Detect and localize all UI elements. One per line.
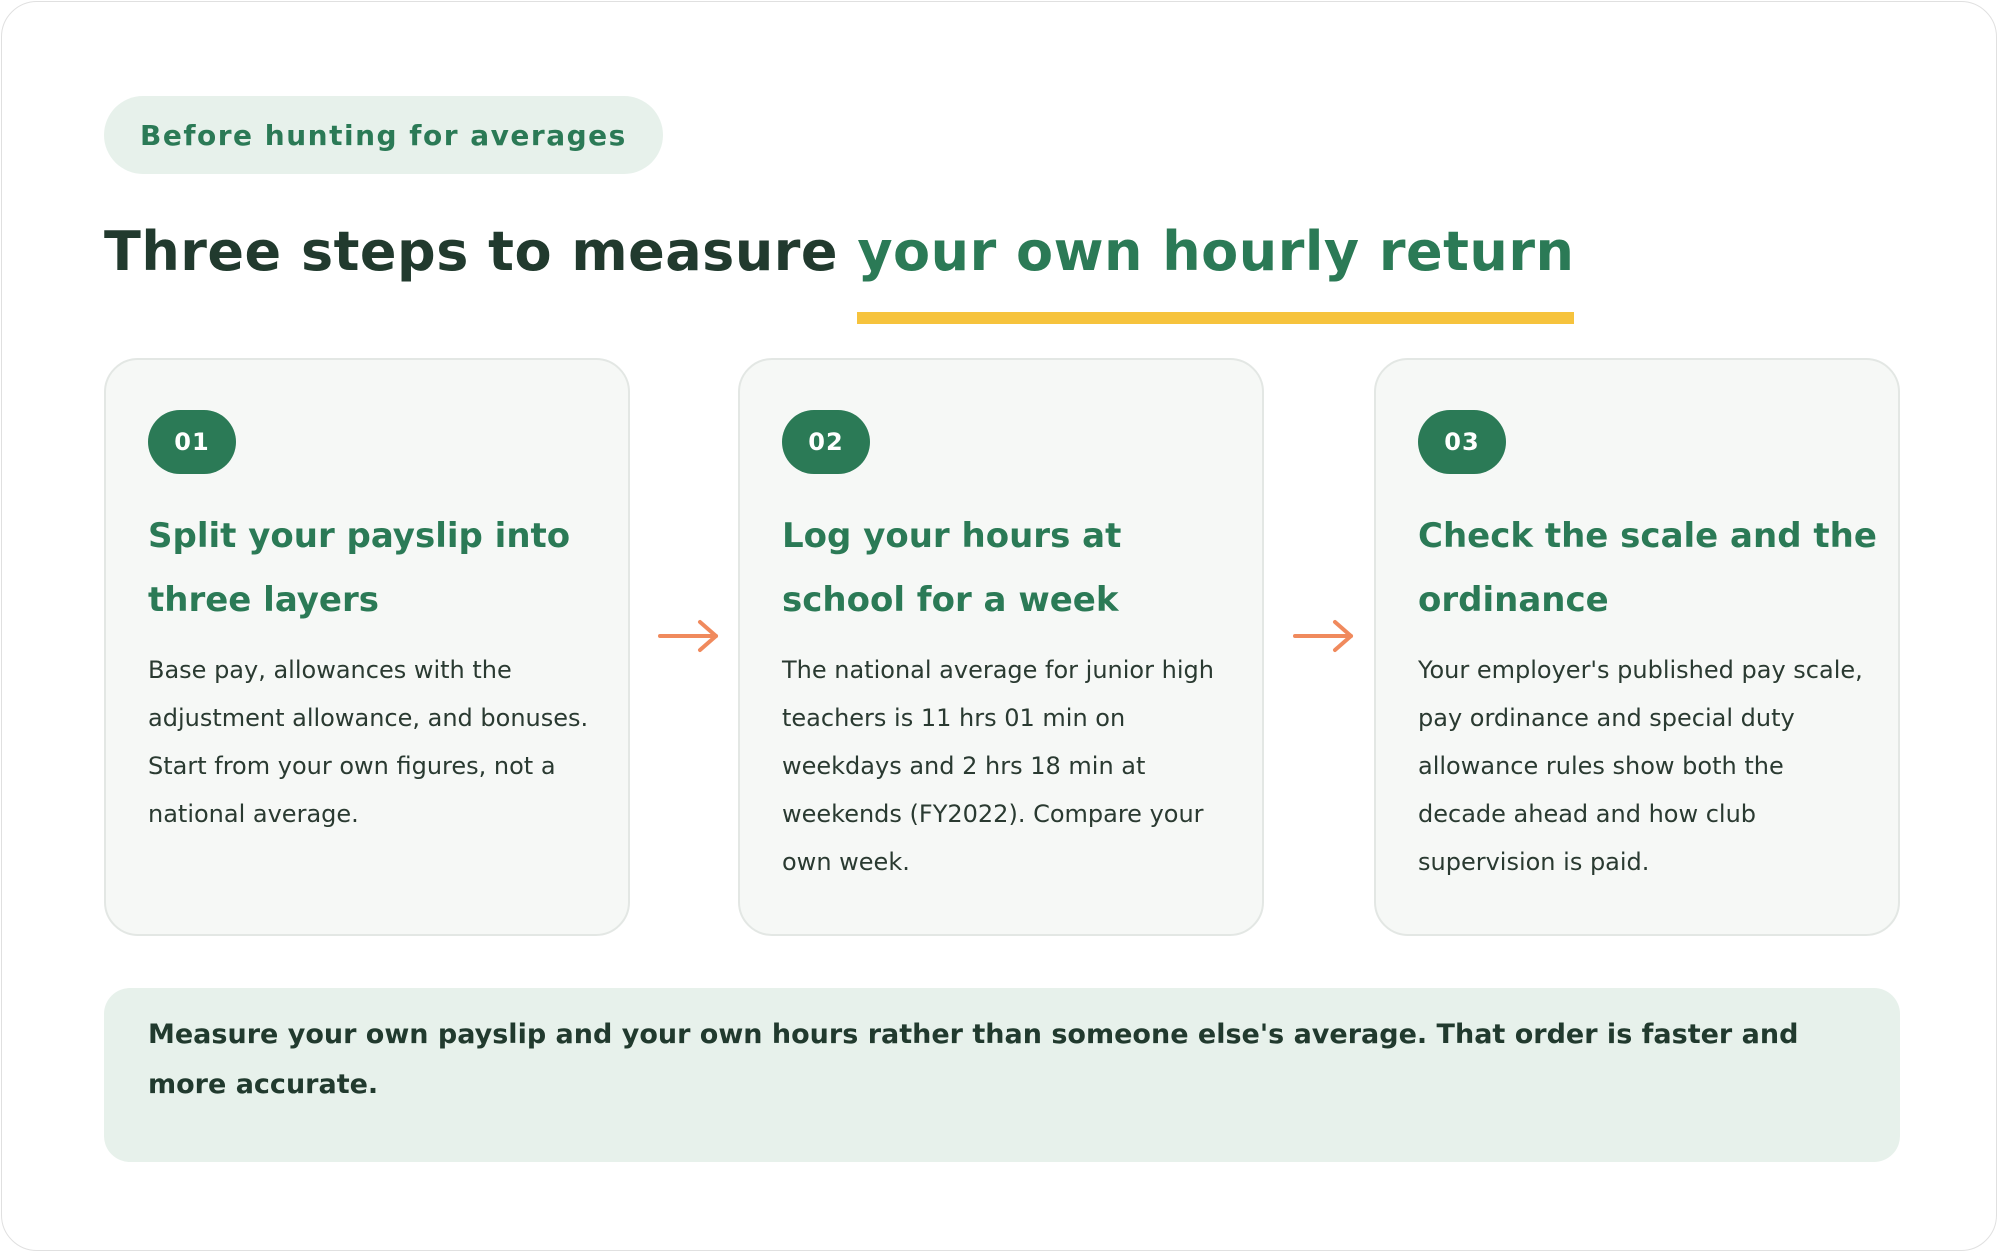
step-card-2 [738, 358, 1264, 936]
arrow-right-icon [1289, 616, 1359, 656]
step-heading: Log your hours at school for a week [782, 516, 1122, 620]
summary-text: Measure your own payslip and your own hours rather than someone else's average. That order is faster and more accurate. [148, 1019, 1799, 1100]
title-underline [857, 312, 1574, 324]
step-description: Your employer's published pay scale, pay ordinance and special duty allowance rules show both the decade ahead and how club supervision is paid. [1418, 656, 1863, 876]
step-card-3 [1374, 358, 1900, 936]
step-card-1 [104, 358, 630, 936]
summary-callout [104, 988, 1900, 1162]
step-number-badge: 03 [1418, 410, 1506, 474]
step-heading: Split your payslip into three layers [148, 516, 571, 620]
title-accent [857, 212, 1574, 292]
step-number-badge: 02 [782, 410, 870, 474]
step-description: The national average for junior high teachers is 11 hrs 01 min on weekdays and 2 hrs 18 min at weekends (FY2022). Compare your own week. [782, 656, 1214, 876]
page-frame [1, 1, 1997, 1251]
step-description: Base pay, allowances with the adjustment allowance, and bonuses. Start from your own figures, not a national average. [148, 656, 589, 828]
arrow-right-icon [654, 616, 724, 656]
page-title [104, 212, 1574, 292]
step-heading: Check the scale and the ordinance [1418, 516, 1877, 620]
eyebrow-tag: Before hunting for averages [104, 96, 663, 174]
steps-row [104, 358, 1900, 936]
step-number-badge: 01 [148, 410, 236, 474]
title-lead: Three steps to measure [104, 220, 839, 283]
title-accent-text: your own hourly return [857, 220, 1575, 283]
